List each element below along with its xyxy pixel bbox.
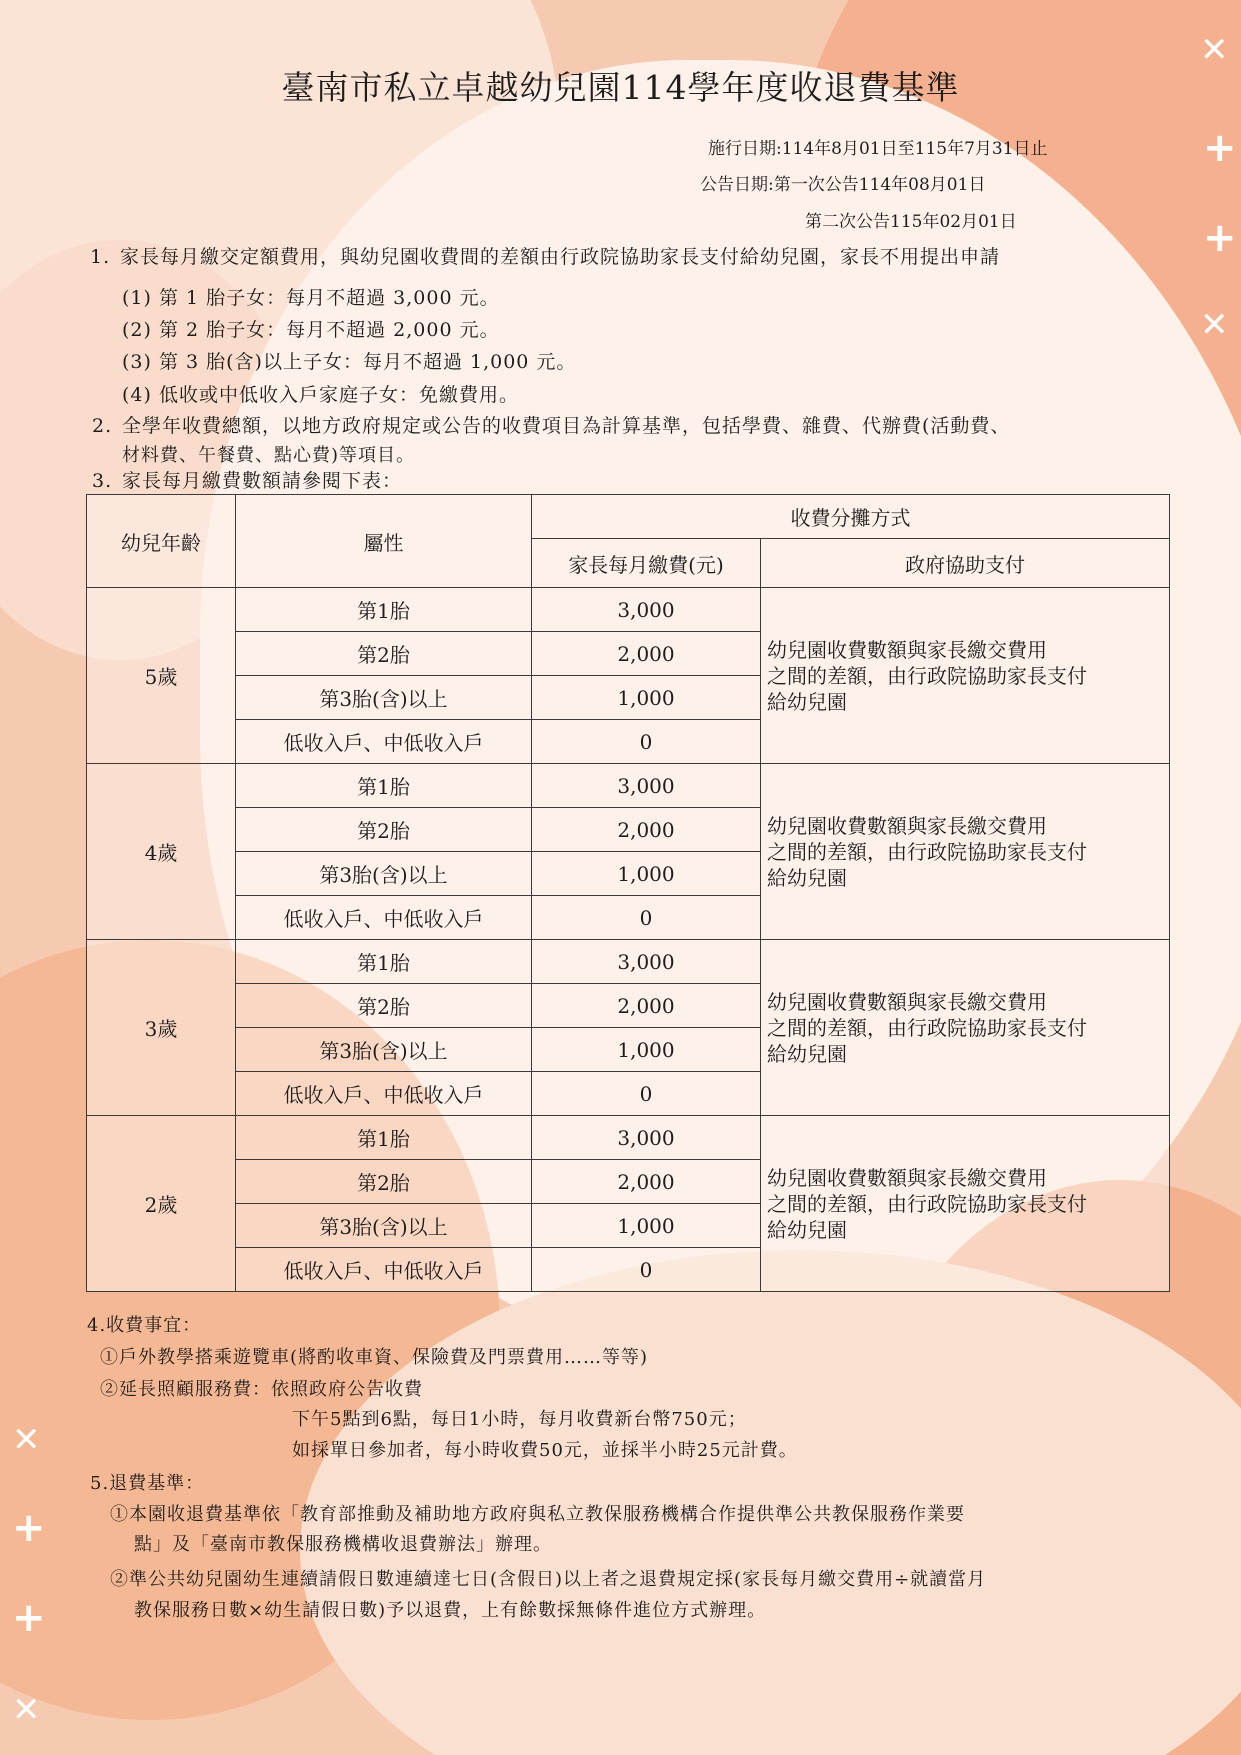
attribute-cell: 第1胎 [236,588,532,632]
attribute-cell: 第1胎 [236,1116,532,1160]
attribute-cell: 第3胎(含)以上 [236,1028,532,1072]
header-attribute: 屬性 [236,495,532,588]
sparkle-icon: ✕ [12,1690,41,1730]
effective-date: 施行日期:114年8月01日至115年7月31日止 [708,139,1048,159]
plus-icon: + [1203,215,1237,261]
gov-support-cell: 幼兒園收費數額與家長繳交費用 之間的差額，由行政院協助家長支付 給幼兒園 [761,588,1170,764]
section-number: 3. [92,470,113,492]
document-title: 臺南市私立卓越幼兒園114學年度收退費基準 [281,68,960,107]
plus-icon: + [12,1595,46,1641]
section-5-item: ②準公共幼兒園幼生連續請假日數連續達七日(含假日)以上者之退費規定採(家長每月繳交費用÷就讀當月 [110,1569,987,1590]
section-2-line: 全學年收費總額，以地方政府規定或公告的收費項目為計算基準，包括學費、雜費、代辦費(活動費、 [122,415,1011,437]
attribute-cell: 第2胎 [236,984,532,1028]
fee-cell: 1,000 [532,852,761,896]
attribute-cell: 第1胎 [236,940,532,984]
sparkle-icon: ✕ [1200,305,1229,345]
header-gov-support: 政府協助支付 [761,539,1170,588]
section-3-text: 家長每月繳費數額請參閱下表： [122,470,403,492]
section-3 [92,466,402,496]
announce-date-second: 第二次公告115年02月01日 [805,212,1017,232]
gov-support-cell: 幼兒園收費數額與家長繳交費用 之間的差額，由行政院協助家長支付 給幼兒園 [761,764,1170,940]
fee-cell: 0 [532,1248,761,1292]
attribute-cell: 第2胎 [236,632,532,676]
section-4-item: ②延長照顧服務費：依照政府公告收費 [100,1379,423,1400]
fee-cell: 0 [532,720,761,764]
section-5-item: 教保服務日數×幼生請假日數)予以退費，上有餘數採無條件進位方式辦理。 [134,1600,767,1621]
section-1-item: (4) 低收或中低收入戶家庭子女：免繳費用。 [122,384,519,406]
fee-cell: 3,000 [532,940,761,984]
sparkle-icon: ✕ [1200,30,1229,70]
attribute-cell: 低收入戶、中低收入戶 [236,1072,532,1116]
fee-table [86,494,1170,1292]
header-fee-split: 收費分攤方式 [532,495,1170,539]
fee-cell: 0 [532,1072,761,1116]
section-5-item: ①本園收退費基準依「教育部推動及補助地方政府與私立教保服務機構合作提供準公共教保服務作業要 [110,1504,965,1525]
fee-cell: 3,000 [532,1116,761,1160]
fee-cell: 3,000 [532,588,761,632]
section-4-heading: 4.收費事宜： [87,1315,202,1336]
section-1-item: (2) 第 2 胎子女：每月不超過 2,000 元。 [122,319,500,341]
gov-support-cell: 幼兒園收費數額與家長繳交費用 之間的差額，由行政院協助家長支付 給幼兒園 [761,940,1170,1116]
attribute-cell: 低收入戶、中低收入戶 [236,720,532,764]
section-4-item-detail: 如採單日參加者，每小時收費50元，並採半小時25元計費。 [292,1440,798,1461]
section-5-item: 點」及「臺南市教保服務機構收退費辦法」辦理。 [134,1534,552,1555]
fee-cell: 2,000 [532,632,761,676]
plus-icon: + [12,1505,46,1551]
fee-cell: 0 [532,896,761,940]
section-2-line: 材料費、午餐費、點心費)等項目。 [122,445,416,466]
section-1-item: (1) 第 1 胎子女：每月不超過 3,000 元。 [122,287,500,309]
section-4-item: ①戶外教學搭乘遊覽車(將酌收車資、保險費及門票費用……等等) [100,1347,649,1368]
gov-support-cell: 幼兒園收費數額與家長繳交費用 之間的差額，由行政院協助家長支付 給幼兒園 [761,1116,1170,1292]
age-cell: 4歲 [87,764,236,940]
fee-cell: 1,000 [532,676,761,720]
fee-cell: 1,000 [532,1028,761,1072]
header-age: 幼兒年齡 [87,495,236,588]
age-cell: 5歲 [87,588,236,764]
attribute-cell: 第2胎 [236,1160,532,1204]
fee-cell: 2,000 [532,984,761,1028]
announce-date: 公告日期:第一次公告114年08月01日 [700,175,986,195]
attribute-cell: 第3胎(含)以上 [236,852,532,896]
section-number: 1. [90,246,111,268]
attribute-cell: 第1胎 [236,764,532,808]
attribute-cell: 第2胎 [236,808,532,852]
section-1 [90,242,1000,272]
fee-cell: 3,000 [532,764,761,808]
plus-icon: + [1203,125,1237,171]
attribute-cell: 低收入戶、中低收入戶 [236,896,532,940]
attribute-cell: 第3胎(含)以上 [236,676,532,720]
sparkle-icon: ✕ [12,1420,41,1460]
section-2 [92,411,1010,441]
fee-cell: 2,000 [532,808,761,852]
age-cell: 2歲 [87,1116,236,1292]
section-1-item: (3) 第 3 胎(含)以上子女：每月不超過 1,000 元。 [122,351,577,373]
header-parent-fee: 家長每月繳費(元) [532,539,761,588]
age-cell: 3歲 [87,940,236,1116]
attribute-cell: 低收入戶、中低收入戶 [236,1248,532,1292]
section-4-item-detail: 下午5點到6點，每日1小時，每月收費新台幣750元； [292,1409,747,1430]
section-1-text: 家長每月繳交定額費用，與幼兒園收費間的差額由行政院協助家長支付給幼兒園，家長不用提出申請 [120,246,1001,268]
attribute-cell: 第3胎(含)以上 [236,1204,532,1248]
section-5-heading: 5.退費基準： [90,1473,205,1494]
section-number: 2. [92,415,113,437]
fee-cell: 1,000 [532,1204,761,1248]
fee-cell: 2,000 [532,1160,761,1204]
